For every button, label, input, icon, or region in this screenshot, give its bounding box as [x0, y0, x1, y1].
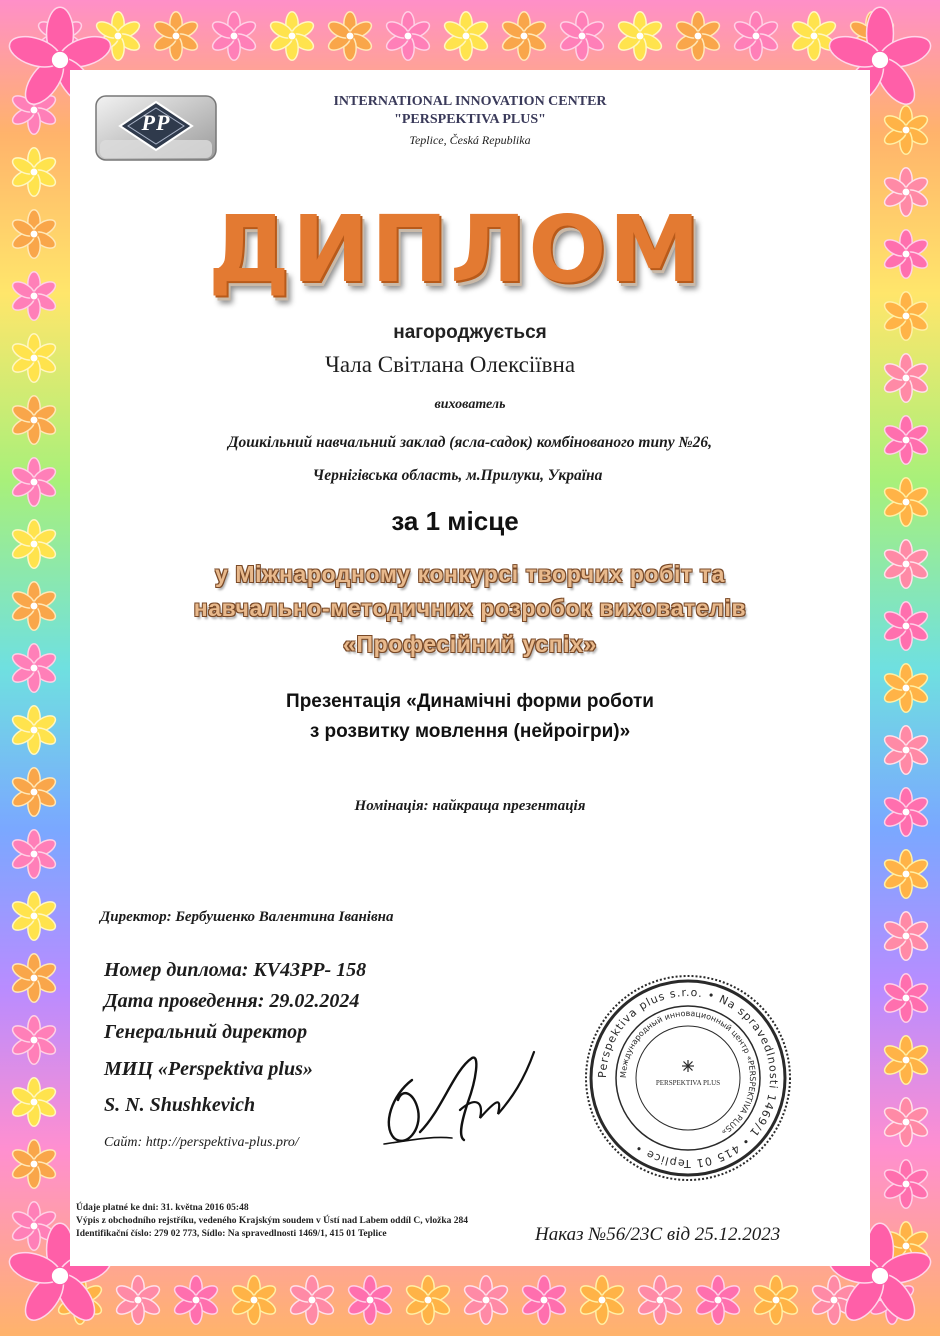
- diploma-number: Номер диплома: KV43PP- 158: [104, 959, 367, 981]
- org-name-line1: INTERNATIONAL INNOVATION CENTER: [333, 94, 607, 109]
- border-flower-icon: [882, 850, 930, 898]
- diploma-title: ДИПЛОМ: [207, 196, 703, 303]
- border-flower-icon: [10, 830, 58, 878]
- border-flower-icon: [882, 106, 930, 154]
- border-flower-icon: [114, 1276, 162, 1324]
- border-flower-icon: [346, 1276, 394, 1324]
- border-flower-icon: [268, 12, 316, 60]
- org-short-name: МИЦ «Perspektiva plus»: [104, 1058, 313, 1080]
- org-name-line2: "PERSPEKTIVA PLUS": [394, 112, 546, 127]
- work-title-line1: Презентація «Динамічні форми роботи: [286, 691, 654, 712]
- border-flower-icon: [10, 1078, 58, 1126]
- official-stamp: [582, 972, 794, 1184]
- border-flower-icon: [10, 1140, 58, 1188]
- border-flower-icon: [882, 1036, 930, 1084]
- border-flower-icon: [674, 12, 722, 60]
- work-title-line2: з розвитку мовлення (нейроігри)»: [309, 721, 631, 742]
- recipient-institution: Дошкільний навчальний заклад (ясла-садок) комбінованого типу №26,: [227, 434, 713, 451]
- website: Сайт: http://perspektiva-plus.pro/: [104, 1135, 299, 1150]
- border-flower-icon: [882, 1160, 930, 1208]
- signer-name: S. N. Shushkevich: [104, 1094, 256, 1116]
- recipient-location: Чернігівська область, м.Прилуки, Україна: [312, 467, 603, 484]
- border-flower-icon: [616, 12, 664, 60]
- legal-line1: Údaje platné ke dni: 31. května 2016 05:48: [76, 1203, 249, 1213]
- border-flower-icon: [558, 12, 606, 60]
- award-place: за 1 місце: [391, 506, 519, 536]
- border-flower-icon: [882, 1098, 930, 1146]
- border-flower-icon: [404, 1276, 452, 1324]
- legal-line2: Výpis z obchodního rejstříku, vedeného Krajským soudem v Ústí nad Labem oddíl C, vložka 284: [76, 1216, 469, 1226]
- border-flower-icon: [230, 1276, 278, 1324]
- order-number: Наказ №56/23С від 25.12.2023: [535, 1224, 781, 1245]
- org-logo: [94, 94, 218, 162]
- border-flower-icon: [326, 12, 374, 60]
- stamp-inner-text: Международный инновационный центр «PERSPEKTIVA PLUS»: [618, 1008, 758, 1137]
- border-flower-icon: [10, 954, 58, 1002]
- competition-line2: навчально-методичних розробок вихователів: [193, 595, 747, 621]
- signature: [372, 1040, 547, 1150]
- awarded-label: нагороджується: [393, 322, 547, 343]
- border-flower-icon: [288, 1276, 336, 1324]
- competition-line1: у Міжнародному конкурсі творчих робіт та: [214, 561, 726, 587]
- border-flower-icon: [462, 1276, 510, 1324]
- stamp-center-text: PERSPEKTIVA PLUS: [655, 1079, 721, 1087]
- border-flower-icon: [636, 1276, 684, 1324]
- border-flower-icon: [500, 12, 548, 60]
- recipient-position: вихователь: [434, 397, 506, 412]
- border-flower-icon: [694, 1276, 742, 1324]
- border-flower-icon: [10, 148, 58, 196]
- recipient-name: Чала Світлана Олексіївна: [324, 352, 576, 377]
- stamp-star-icon: [682, 1060, 694, 1072]
- border-flower-icon: [752, 1276, 800, 1324]
- border-flower-icon: [442, 12, 490, 60]
- director-line: Директор: Бербушенко Валентина Іванівна: [100, 909, 394, 925]
- nomination: Номінація: найкраща презентація: [354, 798, 586, 814]
- org-location: Teplice, Česká Republika: [409, 133, 531, 147]
- logo-letters: PP: [141, 110, 171, 135]
- event-date: Дата проведення: 29.02.2024: [104, 990, 360, 1012]
- competition-line3: «Професійний успіх»: [343, 631, 597, 657]
- svg-text:Международный инновационный це: [619, 1009, 757, 1137]
- general-director-label: Генеральний директор: [104, 1021, 308, 1043]
- border-flower-icon: [10, 1016, 58, 1064]
- border-flower-icon: [172, 1276, 220, 1324]
- legal-line3: Identifikační číslo: 279 02 773, Sídlo: Na spravedlnosti 1469/1, 415 01 Teplice: [76, 1229, 387, 1239]
- border-flower-icon: [732, 12, 780, 60]
- border-flower-icon: [384, 12, 432, 60]
- border-flower-icon: [152, 12, 200, 60]
- border-flower-icon: [520, 1276, 568, 1324]
- border-flower-icon: [578, 1276, 626, 1324]
- border-flower-icon: [10, 892, 58, 940]
- border-flower-icon: [882, 912, 930, 960]
- border-flower-icon: [790, 12, 838, 60]
- stamp-outer-text: Perspektiva plus s.r.o. • Na spravedlnosti 1469/1 • 415 01 Teplice •: [595, 985, 781, 1171]
- border-flower-icon: [210, 12, 258, 60]
- border-flower-icon: [882, 974, 930, 1022]
